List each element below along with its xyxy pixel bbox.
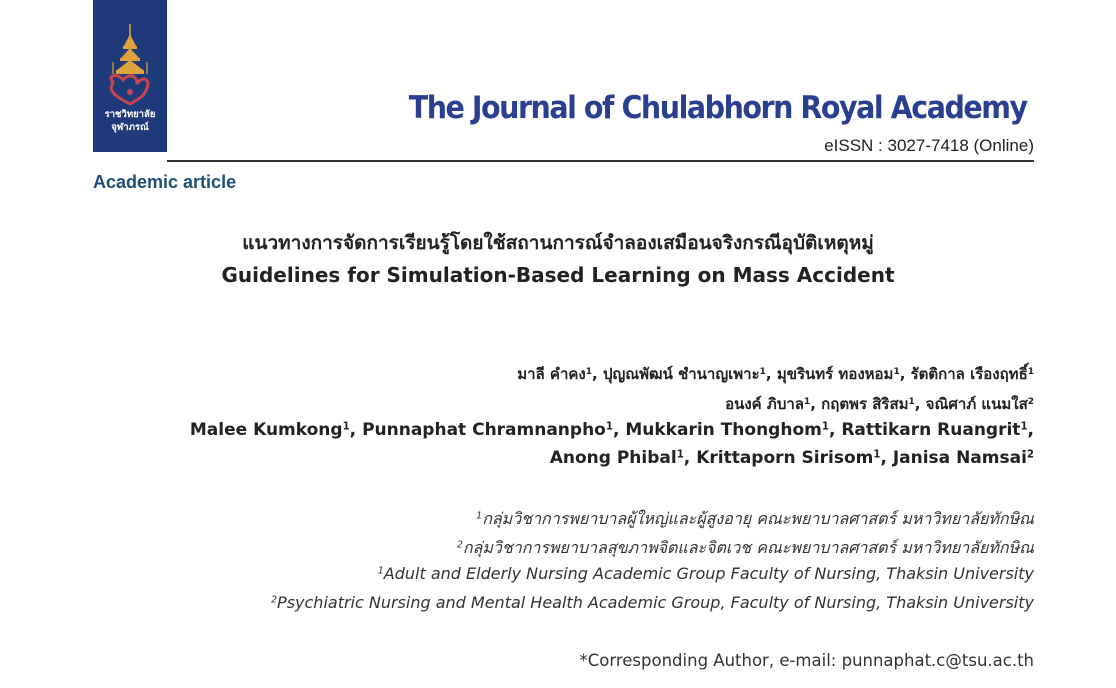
header-divider (167, 160, 1034, 162)
logo-text-line1: ราชวิทยาลัย (104, 109, 156, 120)
author-name: กฤตพร สิริสม (821, 395, 909, 413)
author-affiliation-sup: 1 (893, 367, 900, 378)
author-name: รัตติกาล เรืองฤทธิ์ (910, 365, 1028, 383)
author-affiliation-sup: 2 (1027, 397, 1034, 408)
affiliation-2-sup: 2 (456, 539, 463, 551)
affiliation-1-text: กลุ่มวิชาการพยาบาลผู้ใหญ่และผู้สูงอายุ คณะพยาบาลศาสตร์ มหาวิทยาลัยทักษิณ (482, 509, 1034, 528)
author-separator: , (612, 420, 626, 440)
author-affiliation-sup: 1 (908, 397, 915, 408)
author-affiliation-sup: 1 (605, 421, 613, 433)
affiliation-2 (457, 536, 1034, 561)
affiliation-1 (476, 507, 1034, 532)
author-name: Krittaporn Sirisom (696, 448, 874, 468)
author-name: มุขรินทร์ ทองหอม (776, 365, 894, 383)
author-affiliation-sup: 1 (803, 397, 811, 408)
academy-logo (93, 0, 167, 152)
logo-text-line2: จุฬาภรณ์ (111, 122, 149, 133)
author-separator: , (765, 365, 777, 383)
author-affiliation-sup: 1 (873, 449, 881, 461)
corresponding-author: *Corresponding Author, e-mail: punnaphat.c@tsu.ac.th (579, 651, 1034, 670)
author-separator: , (880, 448, 893, 468)
author-name: Janisa Namsai (892, 448, 1027, 468)
author-separator: , (899, 365, 911, 383)
author-affiliation-sup: 1 (1020, 421, 1028, 433)
authors-english-line1 (190, 420, 1034, 440)
author-affiliation-sup: 1 (1027, 367, 1034, 378)
affiliation-1-sup: 1 (476, 510, 483, 522)
author-affiliation-sup: 1 (759, 367, 766, 378)
affiliation-3-text: Adult and Elderly Nursing Academic Group Faculty of Nursing, Thaksin University (383, 564, 1034, 583)
title-thai: แนวทางการจัดการเรียนรู้โดยใช้สถานการณ์จำลองเสมือนจริงกรณีอุบัติเหตุหมู่ (242, 232, 874, 254)
affiliation-4-text: Psychiatric Nursing and Mental Health Academic Group, Faculty of Nursing, Thaksin University (277, 593, 1034, 612)
affiliation-2-text: กลุ่มวิชาการพยาบาลสุขภาพจิตและจิตเวช คณะพยาบาลศาสตร์ มหาวิทยาลัยทักษิณ (462, 538, 1034, 557)
article-type-label: Academic article (93, 172, 237, 192)
author-name: มาลี คำคง (517, 365, 586, 383)
title-english: Guidelines for Simulation-Based Learning on Mass Accident (221, 263, 895, 287)
author-name: Rattikarn Ruangrit (841, 420, 1021, 440)
affiliation-3 (378, 564, 1034, 583)
author-name: Anong Phibal (549, 448, 677, 468)
author-affiliation-sup: 1 (676, 449, 684, 461)
author-name: Punnaphat Chramnanpho (362, 420, 606, 440)
eissn-label: eISSN : 3027-7418 (Online) (824, 136, 1034, 155)
author-name: Malee Kumkong (189, 420, 343, 440)
affiliation-4 (271, 593, 1034, 612)
affiliation-4-sup: 2 (270, 594, 278, 606)
author-separator: , (592, 365, 603, 383)
author-name: จณิศาภ์ แนมใส (925, 395, 1028, 413)
affiliation-3-sup: 1 (377, 565, 384, 577)
author-name: ปุญณพัฒน์ ชำนาญเพาะ (602, 365, 760, 383)
author-separator: , (828, 420, 842, 440)
journal-title: The Journal of Chulabhorn Royal Academy (409, 90, 1027, 126)
author-separator: , (810, 395, 822, 413)
author-affiliation-sup: 2 (1026, 449, 1034, 461)
author-affiliation-sup: 1 (585, 367, 593, 378)
author-affiliation-sup: 1 (821, 421, 829, 433)
author-affiliation-sup: 1 (342, 421, 350, 433)
author-separator: , (349, 420, 363, 440)
author-separator: , (1027, 420, 1034, 440)
authors-thai-line1 (517, 362, 1034, 386)
author-separator: , (914, 395, 926, 413)
authors-english-line2 (550, 448, 1034, 468)
author-name: อนงค์ ภิบาล (725, 395, 804, 413)
author-name: Mukkarin Thonghom (625, 420, 822, 440)
author-separator: , (683, 448, 697, 468)
authors-thai-line2 (725, 392, 1034, 416)
